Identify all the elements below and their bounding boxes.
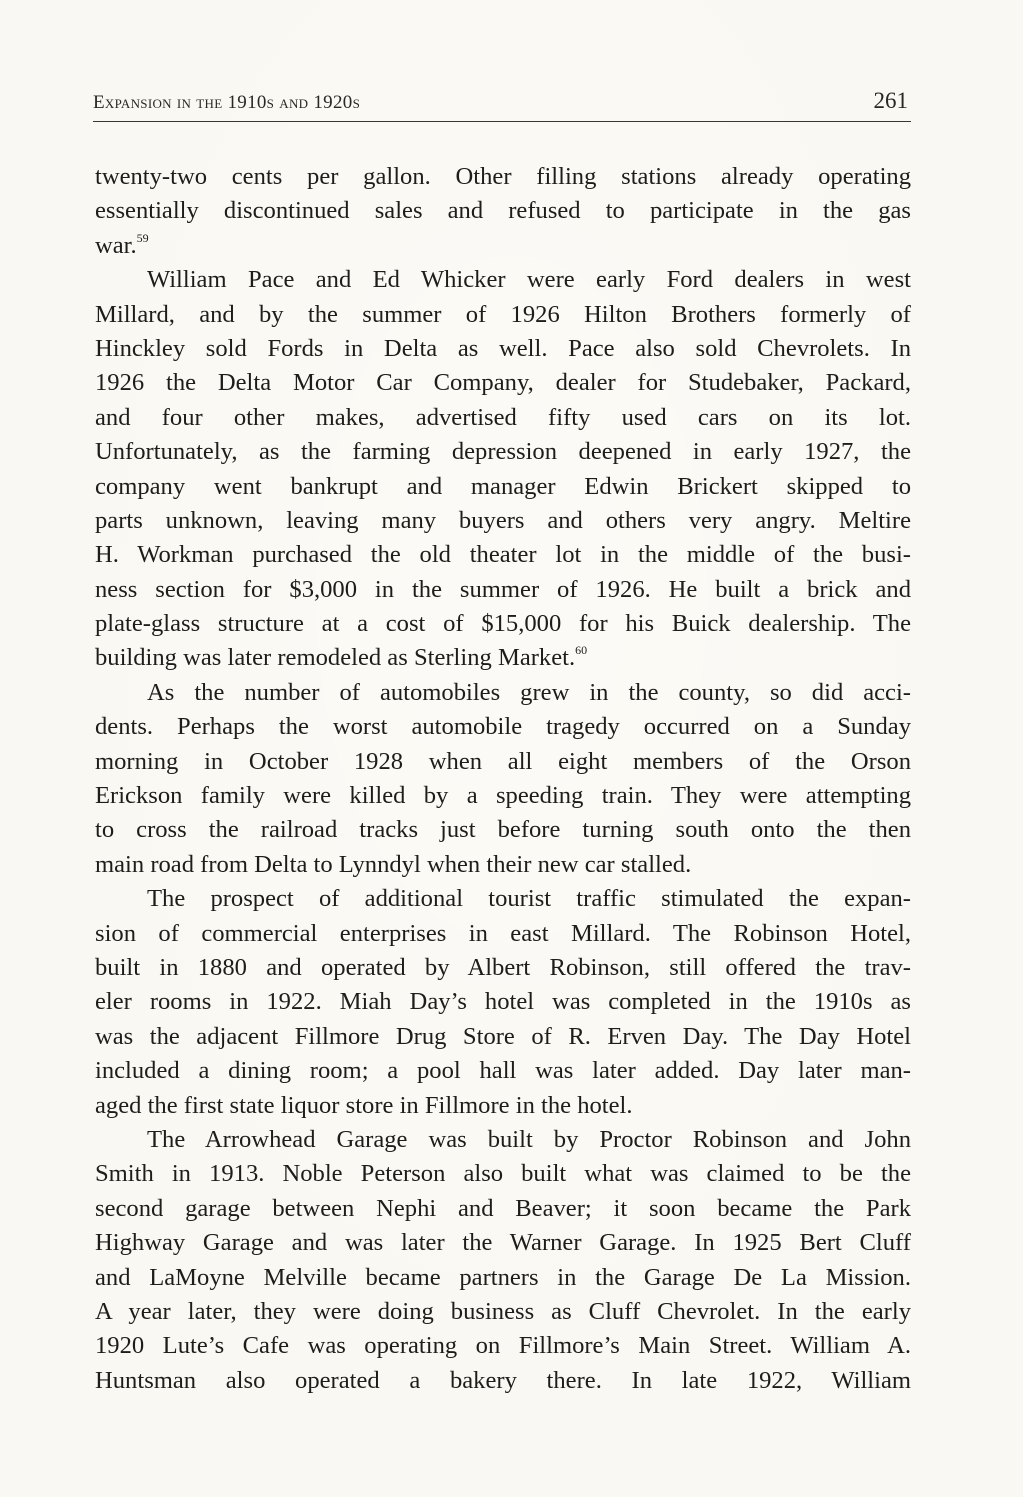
text-line <box>95 1226 911 1260</box>
paragraph <box>95 1123 911 1398</box>
line-text: William Pace and Ed Whicker were early Ford dealers in west <box>147 266 911 294</box>
line-text: aged the first state liquor store in Fillmore in the hotel. <box>95 1091 633 1119</box>
line-text: second garage between Nephi and Beaver; it soon became the Park <box>95 1194 911 1222</box>
text-line <box>95 641 911 675</box>
text-line <box>95 848 911 882</box>
text-line <box>95 1192 911 1226</box>
line-text: Highway Garage and was later the Warner Garage. In 1925 Bert Cluff <box>95 1229 911 1257</box>
text-line <box>95 160 911 194</box>
text-line <box>95 504 911 538</box>
running-head <box>93 89 911 122</box>
text-line <box>95 676 911 710</box>
line-text: built in 1880 and operated by Albert Robinson, still offered the trav- <box>95 953 911 981</box>
text-line <box>95 1261 911 1295</box>
text-line <box>95 229 911 263</box>
line-text: ness section for $3,000 in the summer of 1926. He built a brick and <box>95 575 911 603</box>
text-line <box>95 194 911 228</box>
text-line <box>95 470 911 504</box>
text-line <box>95 1157 911 1191</box>
line-text: 1920 Lute’s Cafe was operating on Fillmore’s Main Street. William A. <box>95 1332 911 1360</box>
line-text: Millard, and by the summer of 1926 Hilton Brothers formerly of <box>95 300 911 328</box>
line-text: Erickson family were killed by a speeding train. They were attempting <box>95 782 911 810</box>
text-line <box>95 1089 911 1123</box>
footnote-marker: 60 <box>575 643 588 658</box>
line-text: Huntsman also operated a bakery there. In late 1922, William <box>95 1366 911 1394</box>
page-number: 261 <box>873 88 908 113</box>
line-text: As the number of automobiles grew in the county, so did acci- <box>147 678 911 706</box>
line-text: main road from Delta to Lynndyl when their new car stalled. <box>95 850 692 878</box>
line-text: Smith in 1913. Noble Peterson also built what was claimed to be the <box>95 1160 911 1188</box>
text-line <box>95 1364 911 1398</box>
text-line <box>95 263 911 297</box>
text-line <box>95 332 911 366</box>
line-text: twenty-two cents per gallon. Other filling stations already operating <box>95 163 911 190</box>
text-line <box>95 779 911 813</box>
line-text: parts unknown, leaving many buyers and others very angry. Meltire <box>95 506 911 534</box>
line-text: eler rooms in 1922. Miah Day’s hotel was completed in the 1910s as <box>95 988 911 1016</box>
text-line <box>95 366 911 400</box>
text-line <box>95 917 911 951</box>
text-line <box>95 1054 911 1088</box>
text-line <box>95 1020 911 1054</box>
line-text: The prospect of additional tourist traffic stimulated the expan- <box>147 885 911 913</box>
line-text: Unfortunately, as the farming depression deepened in early 1927, the <box>95 438 911 466</box>
line-text: war. <box>95 231 137 259</box>
text-line <box>95 985 911 1019</box>
text-line <box>95 813 911 847</box>
text-line <box>95 745 911 779</box>
line-text: essentially discontinued sales and refused to participate in the gas <box>95 197 911 225</box>
line-text: plate-glass structure at a cost of $15,000 for his Buick dealership. The <box>95 610 911 638</box>
line-text: A year later, they were doing business as Cluff Chevrolet. In the early <box>95 1297 911 1325</box>
text-line <box>95 1329 911 1363</box>
line-text: was the adjacent Fillmore Drug Store of R. Erven Day. The Day Hotel <box>95 1022 911 1050</box>
line-text: and four other makes, advertised fifty used cars on its lot. <box>95 403 911 431</box>
text-line <box>95 573 911 607</box>
line-text: morning in October 1928 when all eight members of the Orson <box>95 747 911 775</box>
text-line <box>95 710 911 744</box>
line-text: Hinckley sold Fords in Delta as well. Pace also sold Chevrolets. In <box>95 334 911 362</box>
line-text: building was later remodeled as Sterling Market. <box>95 644 576 672</box>
text-line <box>95 951 911 985</box>
line-text: company went bankrupt and manager Edwin Brickert skipped to <box>95 472 911 500</box>
paragraph <box>95 882 911 1123</box>
text-line <box>95 435 911 469</box>
running-title: Expansion in the 1910s and 1920s <box>93 92 361 113</box>
line-text: dents. Perhaps the worst automobile tragedy occurred on a Sunday <box>95 713 911 741</box>
line-text: 1926 the Delta Motor Car Company, dealer for Studebaker, Packard, <box>95 369 911 397</box>
text-line <box>95 1295 911 1329</box>
body-text <box>95 160 911 1398</box>
line-text: to cross the railroad tracks just before turning south onto the then <box>95 816 911 844</box>
paragraph <box>95 676 911 882</box>
line-text: and LaMoyne Melville became partners in the Garage De La Mission. <box>95 1263 911 1291</box>
text-line <box>95 882 911 916</box>
footnote-marker: 59 <box>136 230 149 245</box>
text-line <box>95 1123 911 1157</box>
paragraph <box>95 160 911 263</box>
line-text: H. Workman purchased the old theater lot in the middle of the busi- <box>95 541 911 569</box>
text-line <box>95 401 911 435</box>
paragraph <box>95 263 911 676</box>
text-line <box>95 538 911 572</box>
line-text: The Arrowhead Garage was built by Proctor Robinson and John <box>147 1125 911 1153</box>
text-line <box>95 607 911 641</box>
line-text: included a dining room; a pool hall was later added. Day later man- <box>95 1057 911 1085</box>
line-text: sion of commercial enterprises in east Millard. The Robinson Hotel, <box>95 919 911 947</box>
text-line <box>95 298 911 332</box>
